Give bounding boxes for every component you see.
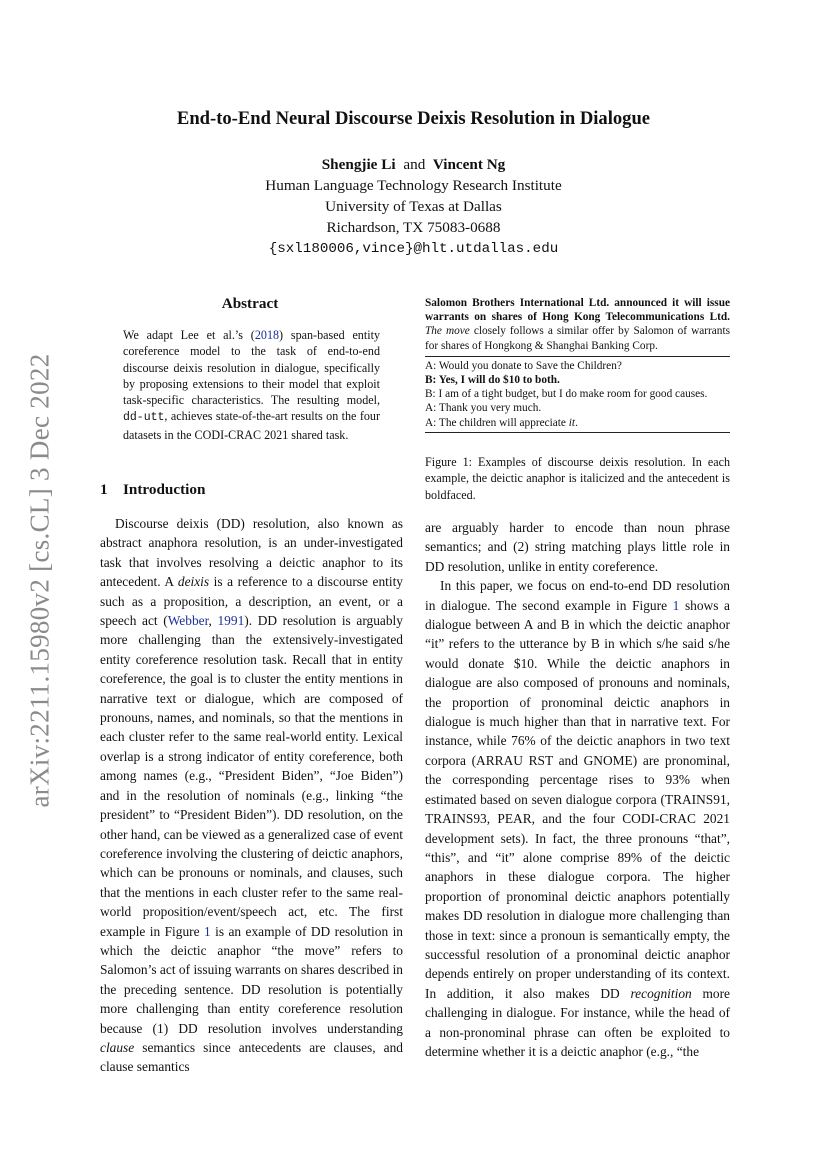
dialogue-line: A: The children will appreciate it.: [425, 416, 578, 429]
model-name: dd-utt: [123, 411, 165, 425]
affiliation-address: Richardson, TX 75083-0688: [326, 219, 501, 236]
figure-1: [425, 296, 730, 433]
dialogue-line: A: Thank you very much.: [425, 402, 542, 415]
dialogue-line: B: I am of a tight budget, but I do make room for good causes.: [425, 388, 708, 401]
citation-link[interactable]: Webber: [167, 613, 209, 629]
author-name: Shengjie Li: [321, 156, 396, 173]
emphasis-term: clause: [100, 1039, 135, 1055]
abstract-heading: Abstract: [221, 295, 279, 312]
citation-link[interactable]: 2018: [254, 328, 280, 342]
paragraph: In this paper, we focus on end-to-end DD resolution in dialogue. The second example in Figure 1 shows a dialogue between A and B in which the deictic anaphor “it” refers to the utterance by B in which s/he said s/he would donate $10. While the deictic anaphors in dialogue are also composed of pronouns and nominals, the proportion of pronominal deictic anaphors in dialogue is much higher than that in narrative text. For instance, while 76% of the deictic anaphors in two text corpora (ARRAU RST and GNOME) are pronominal, the corresponding percentage rises to 93% when estimated based on seven dialogue corpora (TRAINS91, TRAINS93, PEAR, and the four CODI-CRAC 2021 development sets). In fact, the three pronouns “that”, “this”, and “it” alone comprise 89% of the deictic anaphors in these dialogue corpora. The higher proportion of pronominal deictic anaphors potentially makes DD resolution in dialogue more challenging than those in text: since a pronoun is semantically empty, the successful resolution of a pronominal deictic anaphor depends entirely on proper understanding of its context. In addition, it also makes DD recognition more challenging in dialogue. For instance, while the head of a non-pronominal phrase can often be exploited to determine whether it is a deictic anaphor (e.g., “the: [425, 578, 730, 1059]
section-heading-introduction: [100, 481, 205, 499]
author-list: [0, 156, 827, 174]
emphasis-term: recognition: [630, 985, 692, 1001]
dialogue-line: A: Would you donate to Save the Children?: [425, 359, 622, 372]
left-column-body: [100, 514, 403, 1077]
figure-example-2-dialogue: [425, 357, 730, 432]
emphasis-term: deixis: [177, 574, 210, 590]
affiliation-university: University of Texas at Dallas: [325, 198, 502, 215]
citation-link[interactable]: 1991: [217, 613, 245, 629]
figure-example-1: Salomon Brothers International Ltd. announced it will issue warrants on shares of Hong Kong Telecommunications Ltd. The move closely follows a similar offer by Salomon of warrants for shares of Hongkong & Shanghai Banking Corp.: [425, 297, 730, 352]
paper-title: End-to-End Neural Discourse Deixis Resolution in Dialogue: [176, 108, 651, 129]
section-number: 1: [100, 481, 108, 498]
figure-reference-link[interactable]: 1: [203, 923, 211, 939]
anaphor-italic: it: [568, 416, 576, 429]
author-conjunction: and: [403, 156, 426, 173]
paragraph: are arguably harder to encode than noun phrase semantics; and (2) string matching plays little role in DD resolution, unlike in entity coreference.: [425, 520, 730, 574]
author-emails: {sxl180006,vince}@hlt.utdallas.edu: [268, 241, 559, 257]
affiliation-institute: Human Language Technology Research Institute: [265, 177, 562, 194]
section-title: Introduction: [123, 481, 206, 498]
anaphor-italic: The move: [425, 325, 470, 338]
arxiv-identifier-stamp: arXiv:2211.15980v2 [cs.CL] 3 Dec 2022: [24, 352, 55, 808]
abstract-body: We adapt Lee et al.’s (2018) span-based entity coreference model to the task of end-to-end discourse deixis resolution in dialogue, specifically by proposing extensions to their model that exploit task-specific characteristics. The resulting model, dd-utt, achieves state-of-the-art results on the four datasets in the CODI-CRAC 2021 shared task.: [123, 328, 380, 442]
dialogue-line-antecedent: B: Yes, I will do $10 to both.: [425, 374, 560, 387]
figure-caption: Figure 1: Examples of discourse deixis resolution. In each example, the deictic anaphor is italicized and the antecedent is boldfaced.: [425, 455, 730, 502]
figure-reference-link[interactable]: 1: [672, 597, 680, 613]
paragraph: Discourse deixis (DD) resolution, also known as abstract anaphora resolution, is an under-investigated task that involves resolving a deictic anaphor to its antecedent. A deixis is a reference to a discourse entity such as a proposition, a description, an event, or a speech act (Webber, 1991). DD resolution is arguably more challenging than the extensively-investigated entity coreference resolution task. Recall that in entity coreference, the goal is to cluster the entity mentions in narrative text or dialogue, which are composed of pronouns, names, and nominals, so that the mentions in each cluster refer to the same real-world entity. Lexical overlap is a strong indicator of entity coreference, both among names (e.g., “President Biden”, “Joe Biden”) and in the resolution of nominals (e.g., linking “the president” to “President Biden”). DD resolution, on the other hand, can be viewed as a generalized case of event coreference involving the clustering of deictic anaphors, which can be pronouns or nominals, and clauses, such that the mentions in each cluster refer to the same real-world proposition/event/speech act, etc. The first example in Figure 1 is an example of DD resolution in which the deictic anaphor “the move” refers to Salomon’s act of issuing warrants on shares described in the preceding sentence. DD resolution is potentially more challenging than entity coreference resolution because (1) DD resolution involves understanding clause semantics since antecedents are clauses, and clause semantics: [100, 516, 403, 1075]
antecedent-bold: Salomon Brothers International Ltd. announced it will issue warrants on shares of Hong Kong Telecommunications Ltd.: [425, 297, 730, 324]
figure-divider: [425, 432, 730, 433]
right-column-body: [425, 518, 730, 1061]
author-name: Vincent Ng: [432, 156, 506, 173]
